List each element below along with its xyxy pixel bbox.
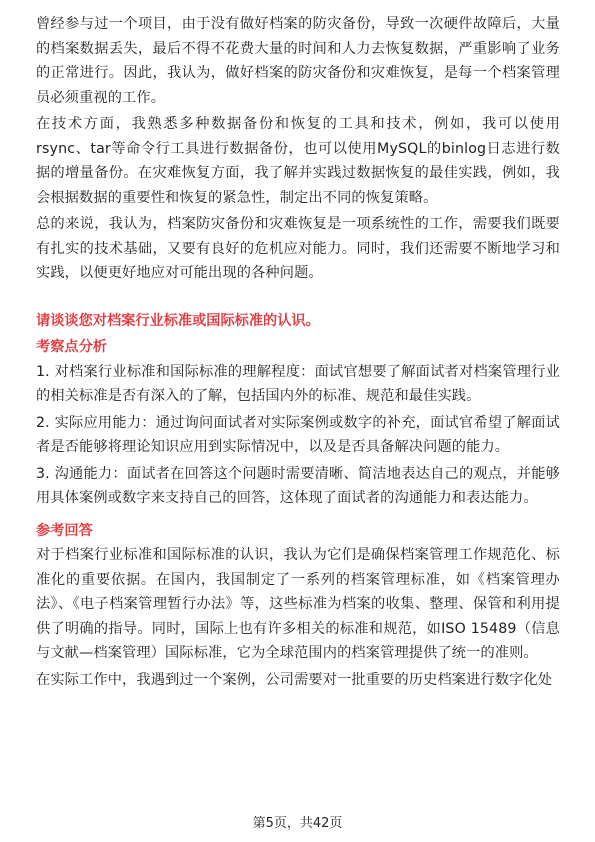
- analysis-item-2: 2. 实际应用能力：通过询问面试者对实际案例或数字的补充，面试官希望了解面试者是否能够将理论知识应用到实际情况中，以及是否具备解决问题的能力。: [36, 414, 560, 455]
- document-body: [36, 12, 560, 694]
- paragraph-backup-experience: 曾经参与过一个项目，由于没有做好档案的防灾备份，导致一次硬件故障后，大量的档案数据丢失，最后不得不花费大量的时间和人力去恢复数据，严重影响了业务的正常进行。因此，我认为，做好档案的防灾备份和灾难恢复，是每一个档案管理员必须重视的工作。: [36, 16, 560, 106]
- answer-paragraph-2: 在实际工作中，我遇到过一个案例，公司需要对一批重要的历史档案进行数字化处: [36, 671, 553, 688]
- answer-paragraph-1: 对于档案行业标准和国际标准的认识，我认为它们是确保档案管理工作规范化、标准化的重要依据。在国内，我国制定了一系列的档案管理标准，如《档案管理办法》、《电子档案管理暂行办法》等，这些标准为档案的收集、整理、保管和利用提供了明确的指导。同时，国际上也有许多相关的标准和规范，如ISO 15489（信息与文献—档案管理）国际标准，它为全球范围内的档案管理提供了统一的准则。: [36, 547, 560, 661]
- question-heading: 请谈谈您对档案行业标准或国际标准的认识。: [36, 312, 320, 329]
- analysis-item-1: 1. 对档案行业标准和国际标准的理解程度：面试官想要了解面试者对档案管理行业的相关标准是否有深入的了解，包括国内外的标准、规范和最佳实践。: [36, 363, 560, 404]
- paragraph-summary: 总的来说，我认为，档案防灾备份和灾难恢复是一项系统性的工作，需要我们既要有扎实的技术基础，又要有良好的危机应对能力。同时，我们还需要不断地学习和实践，以便更好地应对可能出现的各种问题。: [36, 216, 560, 281]
- answer-heading: 参考回答: [36, 522, 93, 539]
- analysis-heading: 考察点分析: [36, 339, 107, 355]
- analysis-item-3: 3. 沟通能力：面试者在回答这个问题时需要清晰、简洁地表达自己的观点，并能够用具体案例或数字来支持自己的回答，这体现了面试者的沟通能力和表达能力。: [36, 465, 560, 506]
- page-number-footer: 第5页，共42页: [252, 816, 343, 831]
- paragraph-technical-skills: 在技术方面，我熟悉多种数据备份和恢复的工具和技术，例如，我可以使用rsync、tar等命令行工具进行数据备份，也可以使用MySQL的binlog日志进行数据的增量备份。在灾难恢复方面，我了解并实践过数据恢复的最佳实践，例如，我会根据数据的重要性和恢复的紧急性，制定出不同的恢复策略。: [36, 116, 560, 206]
